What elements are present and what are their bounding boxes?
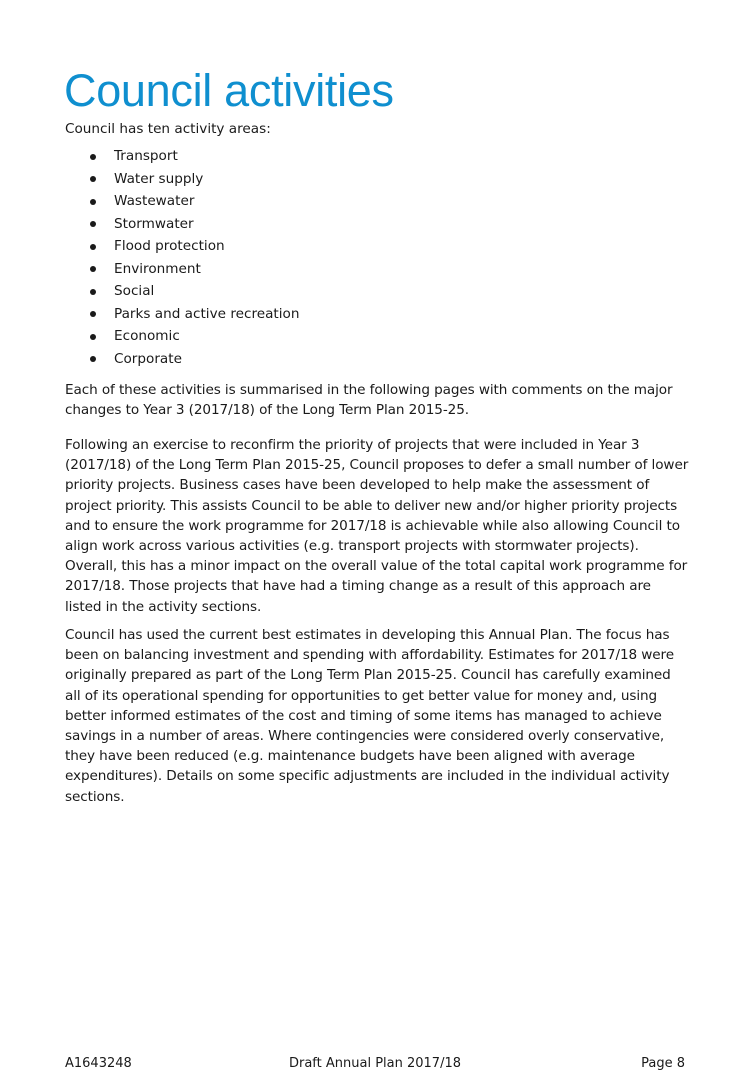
- list-item-label: Parks and active recreation: [114, 305, 300, 322]
- summary-paragraph: Each of these activities is summarised in the following pages with comments on the major changes to Year 3 (2017/18) of the Long Term Plan 2015-25.: [65, 382, 673, 419]
- list-item: [65, 145, 299, 168]
- list-item: [65, 213, 299, 236]
- list-item-label: Wastewater: [114, 193, 195, 209]
- bullet-icon: [90, 289, 96, 295]
- list-item: [65, 258, 299, 281]
- list-item-label: Corporate: [114, 350, 182, 367]
- bullet-icon: [90, 334, 96, 340]
- document-id: A1643248: [65, 1056, 132, 1071]
- list-item: [65, 348, 299, 371]
- bullet-icon: [90, 221, 96, 227]
- list-item-label: Flood protection: [114, 238, 225, 254]
- page-footer: [65, 1054, 685, 1074]
- list-item-label: Water supply: [114, 170, 204, 187]
- page-number: Page 8: [641, 1056, 685, 1071]
- document-title: Draft Annual Plan 2017/18: [288, 1056, 461, 1071]
- bullet-icon: [90, 356, 96, 362]
- list-item-label: Social: [114, 283, 155, 299]
- bullet-icon: [90, 176, 96, 182]
- list-item-label: Transport: [114, 148, 178, 164]
- activity-list: [65, 145, 299, 370]
- bullet-icon: [90, 199, 96, 205]
- list-item: [65, 235, 299, 258]
- list-item-label: Environment: [114, 260, 201, 277]
- list-item-label: Stormwater: [114, 215, 194, 232]
- bullet-icon: [90, 311, 96, 317]
- list-item: [65, 190, 299, 213]
- bullet-icon: [90, 266, 96, 272]
- list-item: [65, 325, 299, 348]
- bullet-icon: [90, 244, 96, 250]
- bullet-icon: [90, 154, 96, 160]
- list-item: [65, 168, 299, 191]
- list-item: [65, 303, 299, 326]
- page-title: Council activities: [64, 65, 394, 116]
- intro-text: Council has ten activity areas:: [65, 121, 271, 137]
- priority-paragraph: Following an exercise to reconfirm the priority of projects that were included in Year 3 (2017/18) of the Long Term Plan 2015-25, Council proposes to defer a small number of lower priority projects. Business cases have been developed to help make the assessment of project priority. This assists Council to be able to deliver new and/or higher priority projects and to ensure the work programme for 2017/18 is achievable while also allowing Council to align work across various activities (e.g. transport projects with stormwater projects). Overall, this has a minor impact on the overall value of the total capital work programme for 2017/18. Those projects that have had a timing change as a result of this approach are listed in the activity sections.: [65, 437, 689, 615]
- list-item-label: Economic: [114, 328, 180, 344]
- list-item: [65, 280, 299, 303]
- estimates-paragraph: Council has used the current best estimates in developing this Annual Plan. The focus has been on balancing investment and spending with affordability. Estimates for 2017/18 were originally prepared as part of the Long Term Plan 2015-25. Council has carefully examined all of its operational spending for opportunities to get better value for money and, using better informed estimates of the cost and timing of some items has managed to achieve savings in a number of areas. Where contingencies were considered overly conservative, they have been reduced (e.g. maintenance budgets have been aligned with average expenditures). Details on some specific adjustments are included in the individual activity sections.: [65, 627, 674, 805]
